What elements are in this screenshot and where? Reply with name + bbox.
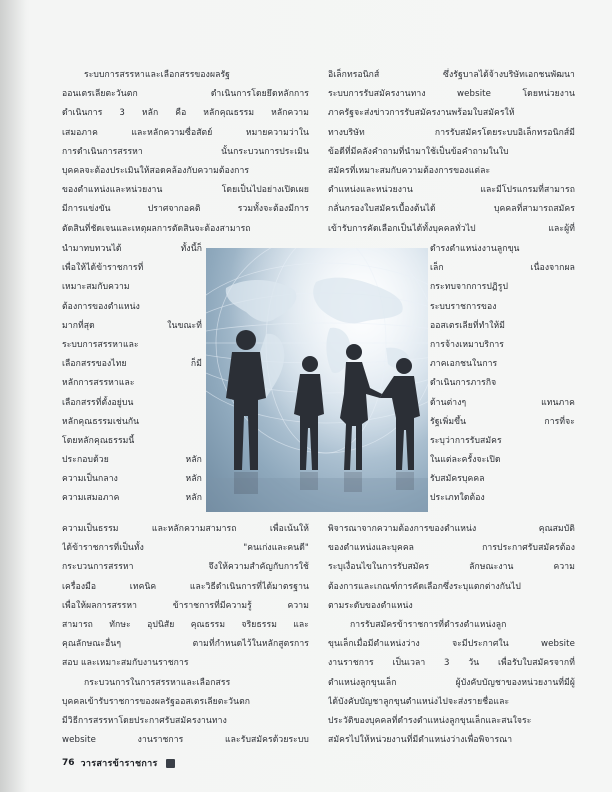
left-column-bottom xyxy=(62,520,309,750)
text-line: ระบบการสรรหาและเลือกสรรของผลรัฐ xyxy=(84,70,231,80)
text-line: การรับสมัครข้าราชการที่ดำรงตำแหน่งลูก xyxy=(350,619,507,630)
text-line: ตัดสินที่ชัดเจนและเหตุผลการตัดสินจะต้องสามารถ xyxy=(62,223,251,234)
text-line: คุณลักษณะอื่นๆ ตามที่กำหนดไว้ในหลักสูตรการ xyxy=(62,639,309,650)
text-line: ดำเนินการ 3 หลัก คือ หลักคุณธรรม หลักความ xyxy=(62,108,309,119)
text-line: สามารถ ทักษะ อุปนิสัย คุณธรรม จริยธรรม และ xyxy=(62,619,309,630)
text-line: มีการแข่งขัน ปราศจากอคติ รวมทั้งจะต้องมีการ xyxy=(62,204,309,215)
text-line: ข้อดีที่มีคลังคำถามที่นำมาใช้เป็นข้อคำถามในใบ xyxy=(328,146,509,157)
footer-mark-icon xyxy=(166,759,175,768)
text-line: มากที่สุด ในขณะที่ xyxy=(62,320,202,331)
text-line: เพื่อให้ได้ข้าราชการที่ xyxy=(62,263,144,274)
left-column-wrap xyxy=(62,240,202,509)
text-line: website งานราชการ และรับสมัครด้วยระบบ xyxy=(62,735,309,746)
text-line: ภาครัฐจะส่งข่าวการรับสมัครงานพร้อมใบสมัครให้ xyxy=(328,108,515,119)
text-line: ต้องการของตำแหน่ง xyxy=(62,301,140,312)
text-line: สอบ และเหมาะสมกับงานราชการ xyxy=(62,658,189,669)
text-line: ระบุเงื่อนไขในการรับสมัคร ลักษณะงาน ความ xyxy=(328,562,575,573)
photo-illustration xyxy=(206,248,428,512)
text-line: หลักการสรรหาและ xyxy=(62,378,135,389)
magazine-title: วารสารข้าราชการ xyxy=(80,759,158,769)
text-line: สมัครที่เหมาะสมกับความต้องการของแต่ละ xyxy=(328,165,491,176)
text-line: ภาคเอกชนในการ xyxy=(430,359,498,370)
right-column-top xyxy=(328,66,575,239)
text-line: ออนเตรเลียตะวันตก ดำเนินการโดยยึดหลักการ xyxy=(62,89,309,100)
text-line: การดำเนินการสรรหา นั้นกระบวนการประเมิน xyxy=(62,146,309,157)
text-line: ความเป็นกลาง หลัก xyxy=(62,474,202,485)
text-line: ด้านต่างๆ แทนภาค xyxy=(430,397,575,408)
text-line: ประเภทใดต้อง xyxy=(430,493,485,504)
page-footer xyxy=(62,754,175,772)
text-line: กระบวนการสรรหา จึงให้ความสำคัญกับการใช้ xyxy=(62,562,309,573)
text-line: เหมาะสมกับความ xyxy=(62,282,130,293)
text-line: ตามระดับของตำแหน่ง xyxy=(328,600,413,611)
text-line: เครื่องมือ เทคนิค และวิธีดำเนินการที่ได้มาตรฐาน xyxy=(62,581,309,592)
text-line: ต้องการและเกณฑ์การคัดเลือกซึ่งระบุแตกต่างกันไป xyxy=(328,581,521,592)
text-line: เพื่อให้ผลการสรรหา ข้าราชการที่มีความรู้ ความ xyxy=(62,600,309,611)
text-line: ของตำแหน่งและบุคคล การประกาศรับสมัครต้อง xyxy=(328,543,575,554)
text-line: กลั่นกรองใบสมัครเบื้องต้นได้ บุคคลที่สามารถสมัคร xyxy=(328,204,575,215)
text-line: ได้บังคับบัญชาลูกขุนตำแหน่งไปจะส่งรายชื่อและ xyxy=(328,696,510,707)
text-line: หลักคุณธรรมเช่นกัน xyxy=(62,416,140,427)
text-line: ระบบการรับสมัครงานทาง website โดยหน่วยงาน xyxy=(328,89,575,100)
text-line: บุคคลจะต้องประเมินให้สอดคล้องกับความต้องการ xyxy=(62,165,250,176)
text-line: ความเป็นธรรม และหลักความสามารถ เพื่อเน้นให้ xyxy=(62,524,309,534)
text-line: เสมอภาค และหลักความซื่อสัตย์ หมายความว่าใน xyxy=(62,127,309,138)
text-line: ความเสมอภาค หลัก xyxy=(62,493,202,504)
business-people-world-map-photo xyxy=(206,248,428,512)
text-line: การจ้างเหมาบริการ xyxy=(430,339,505,350)
text-line: กระบวนการในการสรรหาและเลือกสรร xyxy=(84,677,231,688)
left-column-top xyxy=(62,66,309,239)
text-line: ระบบราชการของ xyxy=(430,301,497,312)
text-line: ดำรงตำแหน่งงานลูกขุน xyxy=(430,244,520,254)
text-line: เลือกสรรที่ตั้งอยู่บน xyxy=(62,397,134,408)
text-line: กระทบจากการปฏิรูป xyxy=(430,282,509,293)
text-line: รับสมัครบุคคล xyxy=(430,474,485,485)
text-line: โดยหลักคุณธรรมนี้ xyxy=(62,435,135,446)
text-line: ระบบการสรรหาและ xyxy=(62,339,139,350)
page-number: 76 xyxy=(62,758,75,768)
text-line: ทางบริษัท การรับสมัครโดยระบบอิเล็กทรอนิกส์มี xyxy=(328,127,575,138)
text-line: งานราชการ เป็นเวลา 3 วัน เพื่อรับใบสมัครจากที่ xyxy=(328,658,575,669)
text-line: ระบุว่าการรับสมัคร xyxy=(430,435,502,446)
text-line: อิเล็กทรอนิกส์ ซึ่งรัฐบาลได้จ้างบริษัทเอกชนพัฒนา xyxy=(328,70,575,80)
right-column-wrap xyxy=(430,240,575,509)
text-line: ประวัติของบุคคลที่ดำรงตำแหน่งลูกขุนเล็กและสนใจระ xyxy=(328,715,532,726)
text-line: เล็ก เนื่องจากผล xyxy=(430,263,575,274)
text-line: ออสเตรเลียที่ทำให้มี xyxy=(430,320,506,331)
text-line: มีวิธีการสรรหาโดยประกาศรับสมัครงานทาง xyxy=(62,715,227,726)
spine-shadow xyxy=(0,0,26,792)
text-line: ตำแหน่งและหน่วยงาน และมีโปรแกรมที่สามารถ xyxy=(328,185,575,196)
text-line: ขุนเล็กเมื่อมีตำแหน่งว่าง จะมีประกาศใน website xyxy=(328,639,575,650)
text-line: ในแต่ละครั้งจะเปิด xyxy=(430,455,501,466)
text-line: ได้ข้าราชการที่เป็นทั้ง "คนเก่งและคนดี" xyxy=(62,543,309,554)
text-line: รัฐเพิ่มขึ้น การที่จะ xyxy=(430,416,575,427)
text-line: พิจารณาจากความต้องการของตำแหน่ง คุณสมบัติ xyxy=(328,524,575,534)
text-line: ดำเนินการภารกิจ xyxy=(430,378,497,389)
text-line: นำมาทบทวนได้ ทั้งนี้ก็ xyxy=(62,244,202,254)
text-line: เข้ารับการคัดเลือกเป็นได้ทั้งบุคคลทั่วไป และผู้ที่ xyxy=(328,223,575,234)
text-line: สมัครไปให้หน่วยงานที่มีตำแหน่งว่างเพื่อพิจารณา xyxy=(328,735,513,746)
text-line: เลือกสรรของไทย ก็มี xyxy=(62,359,202,370)
text-line: บุคคลเข้ารับราชการของผลรัฐออสเตรเลียตะวันตก xyxy=(62,696,251,707)
text-line: ประกอบด้วย หลัก xyxy=(62,455,202,466)
text-line: ตำแหน่งลูกขุนเล็ก ผู้บังคับบัญชาของหน่วยงานที่มีผู้ xyxy=(328,677,575,688)
text-line: ของตำแหน่งและหน่วยงาน โดยเป็นไปอย่างเปิดเผย xyxy=(62,185,309,196)
right-column-bottom xyxy=(328,520,575,750)
